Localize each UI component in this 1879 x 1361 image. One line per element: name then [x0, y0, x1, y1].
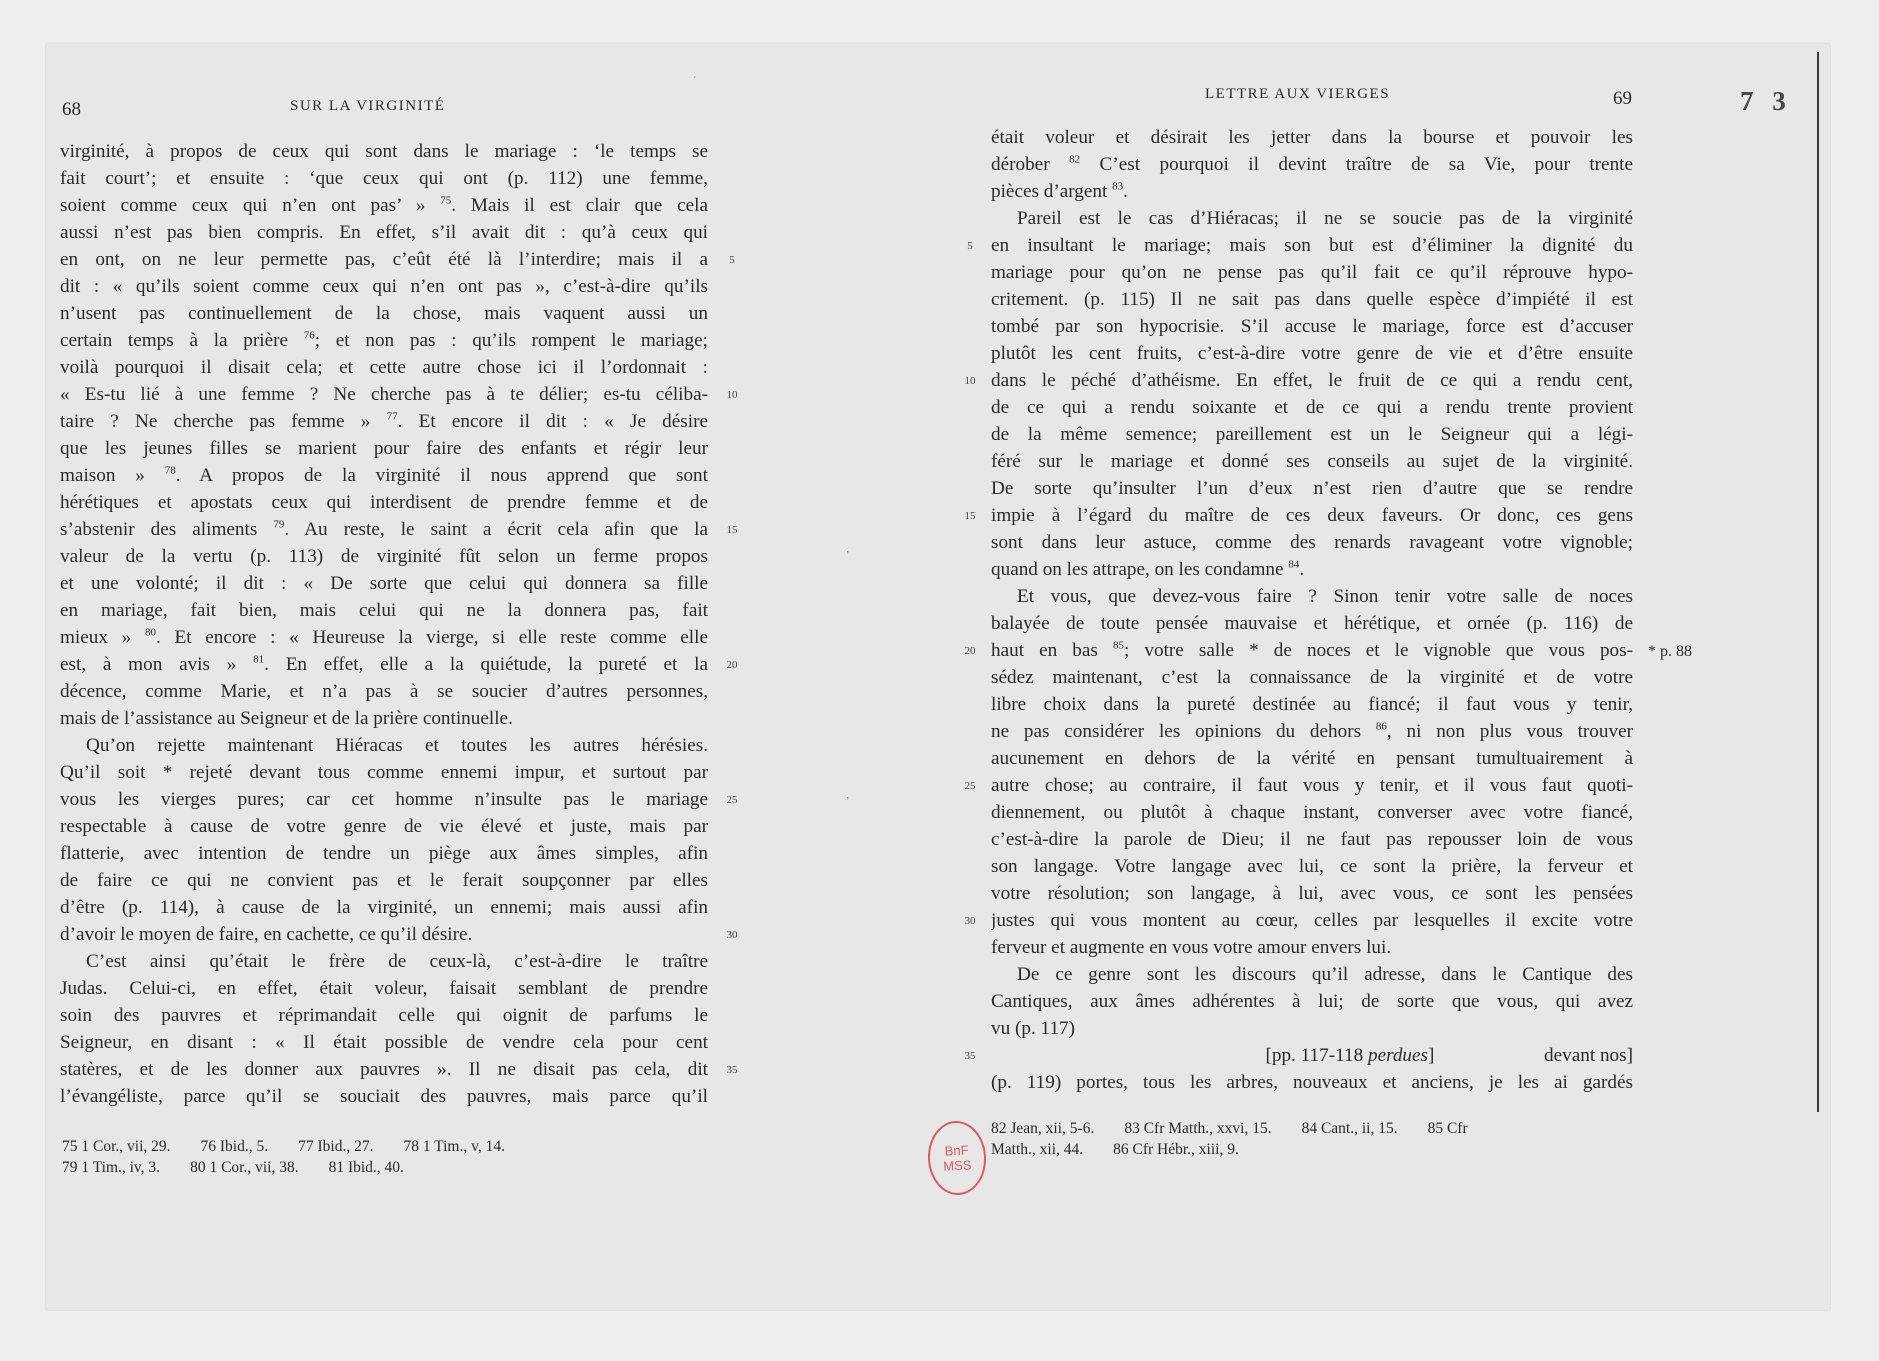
- line-number: 30: [726, 929, 738, 941]
- text-line: et une volonté; il dit : « De sorte que celui qui donnera sa fille: [60, 573, 708, 594]
- text-line: (p. 119) portes, tous les arbres, nouveaux et anciens, je les ai gardés: [991, 1072, 1633, 1093]
- text-line: ferveur et augmente en vous votre amour envers lui.: [991, 937, 1392, 958]
- text-line: Qu’on rejette maintenant Hiéracas et toutes les autres hérésies.: [86, 735, 708, 756]
- text-line: est, à mon avis » $^{81}$. En effet, elle a la quiétude, la pureté et la: [60, 653, 708, 675]
- text-line: vous les vierges pures; car cet homme n’insulte pas le mariage: [60, 789, 708, 810]
- page-edge-line: [1817, 52, 1819, 1112]
- footnote: 75 1 Cor., vii, 29.: [62, 1138, 171, 1155]
- text-line: impie à l’égard du maître de ces deux faveurs. Or donc, ces gens: [991, 505, 1633, 526]
- text-line: décence, comme Marie, et n’a pas à se soucier d’autres personnes,: [60, 681, 708, 702]
- text-line: « Es-tu lié à une femme ? Ne cherche pas à te délier; es-tu céliba-: [60, 384, 708, 405]
- right-page-text: [991, 124, 1633, 1096]
- line-number: 20: [726, 659, 738, 671]
- text-line: libre choix dans la pureté destinée au fiancé; il faut vous y tenir,: [991, 694, 1633, 715]
- text-line: pièces d’argent $^{83}$.: [991, 180, 1128, 202]
- text-line: ne pas considérer les opinions du dehors $^{86}$, ni non plus vous trouver: [991, 720, 1633, 742]
- text-line: votre résolution; son langage, à lui, avec vous, ce sont les pensées: [991, 883, 1633, 904]
- text-line: flatterie, avec intention de tendre un piège aux âmes simples, afin: [60, 843, 708, 864]
- text-line: Judas. Celui-ci, en effet, était voleur, faisait semblant de prendre: [60, 978, 708, 999]
- text-line: [pp. 117-118 perdues] devant nos]: [1265, 1045, 1633, 1066]
- stamp-line-1: BnF: [944, 1142, 969, 1159]
- side-page-reference: * p. 88: [1648, 643, 1692, 660]
- left-page-number: 68: [62, 99, 81, 120]
- text-line: C’est ainsi qu’était le frère de ceux-là, c’est-à-dire le traître: [86, 951, 708, 972]
- scan-speck: ˊ: [693, 76, 697, 87]
- line-number: 10: [964, 375, 976, 387]
- left-page-text: [60, 138, 708, 1110]
- folio-number: 7 3: [1740, 86, 1792, 116]
- text-line: était voleur et désirait les jetter dans la bourse et pouvoir les: [991, 127, 1633, 148]
- text-line: s’abstenir des aliments $^{79}$. Au reste, le saint a écrit cela afin que la: [60, 518, 708, 540]
- text-line: dit : « qu’ils soient comme ceux qui n’en ont pas », c’est-à-dire qu’ils: [60, 276, 708, 297]
- text-line: c’est-à-dire la parole de Dieu; il ne faut pas repousser loin de vous: [991, 829, 1633, 850]
- text-line: De sorte qu’insulter l’un d’eux n’est rien d’autre que se rendre: [991, 478, 1633, 499]
- scan-speck: ʼ: [846, 550, 850, 561]
- stamp-line-2: MSS: [942, 1157, 972, 1174]
- text-line: sédez maintenant, c’est la connaissance de la virginité et de votre: [991, 667, 1633, 688]
- footnote: 77 Ibid., 27.: [298, 1138, 374, 1155]
- text-line: de la même semence; pareillement est un le Seigneur qui a légi-: [991, 424, 1633, 445]
- footnote: 82 Jean, xii, 5-6.: [991, 1120, 1095, 1137]
- right-page-number: 69: [1613, 88, 1632, 109]
- line-number: 35: [964, 1050, 976, 1062]
- footnote: 76 Ibid., 5.: [200, 1138, 269, 1155]
- text-line: quand on les attrape, on les condamne $^{84}$.: [991, 558, 1305, 580]
- footnote: 83 Cfr Matth., xxvi, 15.: [1124, 1120, 1272, 1137]
- text-line: n’usent pas continuellement de la chose, mais vaquent aussi un: [60, 303, 708, 324]
- footnote: 81 Ibid., 40.: [328, 1159, 404, 1176]
- line-number: 5: [729, 254, 735, 266]
- text-line: maison » $^{78}$. A propos de la virginité il nous apprend que sont: [60, 464, 708, 486]
- text-line: Pareil est le cas d’Hiéracas; il ne se soucie pas de la virginité: [1017, 208, 1633, 229]
- footnote-row: [991, 1139, 1651, 1160]
- text-line: haut en bas $^{85}$; votre salle * de noces et le vignoble que vous pos-: [991, 639, 1633, 661]
- text-line: que les jeunes filles se marient pour faire des enfants et régir leur: [60, 438, 708, 459]
- text-line: critement. (p. 115) Il ne sait pas dans quelle espèce d’impiété il est: [991, 289, 1633, 310]
- line-number: 35: [726, 1064, 738, 1076]
- text-line: De ce genre sont les discours qu’il adresse, dans le Cantique des: [1017, 964, 1633, 985]
- line-number: 15: [964, 510, 976, 522]
- footnote: 78 1 Tim., v, 14.: [403, 1138, 505, 1155]
- text-line: de ce qui a rendu soixante et de ce qui a rendu trente provient: [991, 397, 1633, 418]
- scan-speck: ʼ: [846, 796, 850, 807]
- text-line: aussi n’est pas bien compris. En effet, s’il avait dit : qu’à ceux qui: [60, 222, 708, 243]
- line-number: 25: [726, 794, 738, 806]
- text-line: fait court’; et ensuite : ‘que ceux qui ont (p. 112) une femme,: [60, 168, 708, 189]
- text-line: autre chose; au contraire, il faut vous y tenir, et il vous faut quoti-: [991, 775, 1633, 796]
- text-line: balayée de toute pensée mauvaise et hérétique, et ornée (p. 116) de: [991, 613, 1633, 634]
- footnote-row: [62, 1157, 722, 1178]
- text-line: de faire ce qui ne convient pas et le ferait soupçonner par elles: [60, 870, 708, 891]
- text-line: hérétiques et apostats ceux qui interdisent de prendre femme et de: [60, 492, 708, 513]
- text-line: aucunement en dehors de la vérité en pensant tumultuairement à: [991, 748, 1633, 769]
- text-line: Qu’il soit * rejeté devant tous comme ennemi impur, et surtout par: [60, 762, 708, 783]
- footnote-row: [991, 1118, 1651, 1139]
- text-line: statères, et de les donner aux pauvres ». Il ne disait pas cela, dit: [60, 1059, 708, 1080]
- text-line: d’être (p. 114), à cause de la virginité, un ennemi; mais aussi afin: [60, 897, 708, 918]
- text-line: taire ? Ne cherche pas femme » $^{77}$. Et encore il dit : « Je désire: [60, 410, 708, 432]
- text-line: voilà pourquoi il disait cela; et cette autre chose ici il l’ordonnait :: [60, 357, 708, 378]
- text-line: l’évangéliste, parce qu’il se souciait des pauvres, mais parce qu’il: [60, 1086, 708, 1107]
- text-line: mariage pour qu’on ne pense pas qu’il fait ce qu’il réprouve hypo-: [991, 262, 1633, 283]
- text-line: son langage. Votre langage avec lui, ce sont la prière, la ferveur et: [991, 856, 1633, 877]
- footnote: 79 1 Tim., iv, 3.: [62, 1159, 161, 1176]
- text-line: respectable à cause de votre genre de vie élevé et juste, mais par: [60, 816, 708, 837]
- line-number: 10: [726, 389, 738, 401]
- text-line: en insultant le mariage; mais son but est d’éliminer la dignité du: [991, 235, 1633, 256]
- line-number: 20: [964, 645, 976, 657]
- text-line: justes qui vous montent au cœur, celles par lesquelles il excite votre: [991, 910, 1633, 931]
- text-line: Seigneur, en disant : « Il était possible de vendre cela pour cent: [60, 1032, 708, 1053]
- line-number: 30: [964, 915, 976, 927]
- left-running-head: SUR LA VIRGINITÉ: [290, 98, 446, 114]
- line-number: 15: [726, 524, 738, 536]
- footnote: 84 Cant., ii, 15.: [1301, 1120, 1398, 1137]
- text-line: Et vous, que devez-vous faire ? Sinon tenir votre salle de noces: [1017, 586, 1633, 607]
- text-line: en ont, on ne leur permette pas, c’eût été là l’interdire; mais il a: [60, 249, 708, 270]
- line-number: 5: [967, 240, 973, 252]
- text-line: féré sur le mariage et donné ses conseils au sujet de la virginité.: [991, 451, 1633, 472]
- text-line: dans le péché d’athéisme. En effet, le fruit de ce qui a rendu cent,: [991, 370, 1633, 391]
- text-line: certain temps à la prière $^{76}$; et non pas : qu’ils rompent le mariage;: [60, 329, 708, 351]
- text-line: tombé par son hypocrisie. S’il accuse le mariage, force est d’accuser: [991, 316, 1633, 337]
- footnote: 86 Cfr Hébr., xiii, 9.: [1113, 1141, 1239, 1158]
- text-line: en mariage, fait bien, mais celui qui ne la donnera pas, fait: [60, 600, 708, 621]
- text-line: d’avoir le moyen de faire, en cachette, ce qu’il désire.: [60, 924, 473, 945]
- footnote: 85 Cfr: [1427, 1120, 1468, 1137]
- footnote-row: [62, 1136, 722, 1157]
- footnote: 80 1 Cor., vii, 38.: [190, 1159, 299, 1176]
- footnote: Matth., xii, 44.: [991, 1141, 1084, 1158]
- text-line: mieux » $^{80}$. Et encore : « Heureuse la vierge, si elle reste comme elle: [60, 626, 708, 648]
- text-line: virginité, à propos de ceux qui sont dans le mariage : ‘le temps se: [60, 141, 708, 162]
- text-line: plutôt les cent fruits, c’est-à-dire votre genre de vie et d’être ensuite: [991, 343, 1633, 364]
- text-line: soin des pauvres et réprimandait celle qui oignit de parfums le: [60, 1005, 708, 1026]
- text-line: mais de l’assistance au Seigneur et de la prière continuelle.: [60, 708, 513, 729]
- text-line: vu (p. 117): [991, 1018, 1076, 1039]
- text-line: Cantiques, aux âmes adhérentes à lui; de sorte que vous, qui avez: [991, 991, 1633, 1012]
- text-line: sont dans leur astuce, comme des renards ravageant votre vignoble;: [991, 532, 1633, 553]
- text-line: dérober $^{82}$ C’est pourquoi il devint traître de sa Vie, pour trente: [991, 153, 1633, 175]
- text-line: soient comme ceux qui n’en ont pas’ » $^{75}$. Mais il est clair que cela: [60, 194, 708, 216]
- left-footnotes: [62, 1136, 722, 1178]
- right-footnotes: [991, 1118, 1651, 1160]
- text-line: valeur de la vertu (p. 113) de virginité fût selon un ferme propos: [60, 546, 708, 567]
- text-line: diennement, ou plutôt à chaque instant, converser avec votre fiancé,: [991, 802, 1633, 823]
- right-running-head: LETTRE AUX VIERGES: [1205, 86, 1391, 102]
- line-number: 25: [964, 780, 976, 792]
